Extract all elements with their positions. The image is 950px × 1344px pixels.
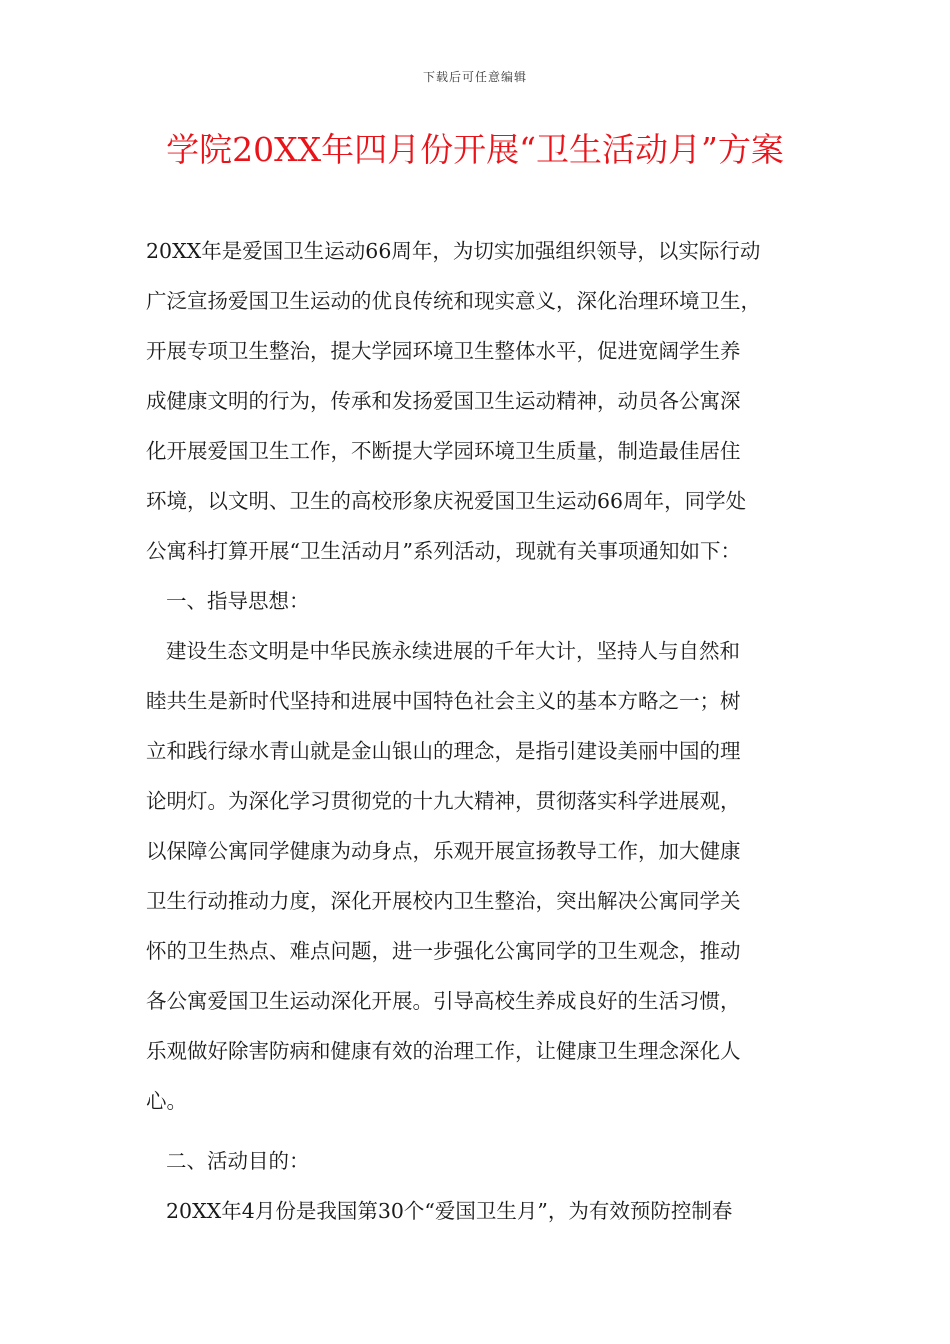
- paragraph-line: 20XX年是爱国卫生运动66周年，为切实加强组织领导，以实际行动: [146, 239, 761, 263]
- paragraph-line: 心。: [146, 1089, 187, 1113]
- document-body: [146, 226, 814, 1236]
- paragraph-line: 卫生行动推动力度，深化开展校内卫生整治，突出解决公寓同学关: [146, 889, 741, 913]
- section-heading: 一、指导思想：: [166, 589, 310, 613]
- header-note: 下载后可任意编辑: [422, 70, 527, 84]
- paragraph-line: 论明灯。为深化学习贯彻党的十九大精神，贯彻落实科学进展观，: [146, 789, 741, 813]
- paragraph-line: 成健康文明的行为，传承和发扬爱国卫生运动精神，动员各公寓深: [146, 389, 741, 413]
- paragraph-line: 公寓科打算开展“卫生活动月”系列活动，现就有关事项通知如下：: [146, 539, 741, 563]
- paragraph-line: 20XX年4月份是我国第30个“爱国卫生月”，为有效预防控制春: [166, 1199, 733, 1223]
- paragraph-line: 立和践行绿水青山就是金山银山的理念，是指引建设美丽中国的理: [146, 739, 741, 763]
- paragraph-line: 环境，以文明、卫生的高校形象庆祝爱国卫生运动66周年，同学处: [146, 489, 747, 513]
- paragraph-line: 乐观做好除害防病和健康有效的治理工作，让健康卫生理念深化人: [146, 1039, 741, 1063]
- paragraph-line: 怀的卫生热点、难点问题，进一步强化公寓同学的卫生观念，推动: [146, 939, 741, 963]
- paragraph-line: 化开展爱国卫生工作，不断提大学园环境卫生质量，制造最佳居住: [146, 439, 741, 463]
- section-heading: 二、活动目的：: [166, 1149, 310, 1173]
- paragraph-line: 建设生态文明是中华民族永续进展的千年大计，坚持人与自然和: [166, 639, 740, 663]
- paragraph-line: 睦共生是新时代坚持和进展中国特色社会主义的基本方略之一；树: [146, 689, 741, 713]
- paragraph-line: 各公寓爱国卫生运动深化开展。引导高校生养成良好的生活习惯，: [146, 989, 741, 1013]
- document-title: 学院20XX年四月份开展“卫生活动月”方案: [166, 130, 784, 169]
- paragraph-line: 广泛宣扬爱国卫生运动的优良传统和现实意义，深化治理环境卫生，: [146, 289, 761, 313]
- paragraph-line: 开展专项卫生整治，提大学园环境卫生整体水平，促进宽阔学生养: [146, 339, 741, 363]
- paragraph-line: 以保障公寓同学健康为动身点，乐观开展宣扬教导工作，加大健康: [146, 839, 741, 863]
- paragraph-spacer: [146, 1126, 814, 1136]
